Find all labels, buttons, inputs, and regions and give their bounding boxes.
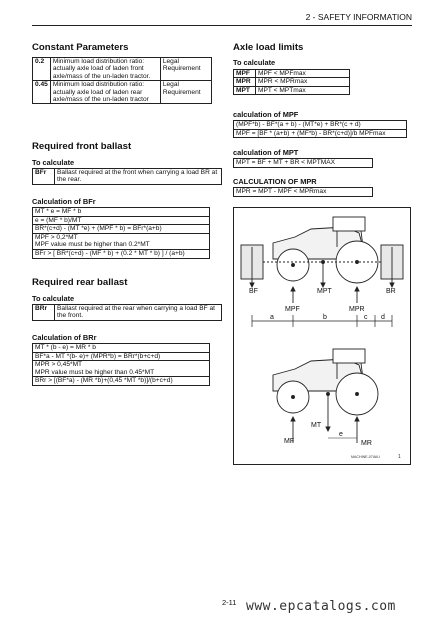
mpf-calc-label: calculation of MPF bbox=[233, 110, 299, 119]
formula-line: BFr > [ BR*(c+d) - (MF * b) + (0.2 * MT * b) ] / (a+b) bbox=[35, 249, 185, 257]
brr-desc: Ballast required at the rear when carrying a load BF at the front. bbox=[55, 305, 222, 321]
axle-load-heading: Axle load limits bbox=[233, 42, 304, 53]
mr-label: MR bbox=[361, 440, 372, 447]
mpr-label: MPR bbox=[349, 306, 365, 313]
dim-b-label: b bbox=[323, 314, 327, 321]
e-label: e bbox=[339, 431, 343, 438]
page-number: 2-11 bbox=[222, 598, 237, 607]
table-row bbox=[33, 81, 212, 104]
bfr-formula-box bbox=[32, 207, 210, 259]
limit-key: MPT bbox=[234, 86, 256, 94]
constant-parameters-table bbox=[32, 57, 212, 104]
front-ballast-heading: Required front ballast bbox=[32, 141, 132, 152]
formula-line: MPR > 0,45*MT bbox=[35, 361, 83, 369]
formula-line: BRr > [(BF*a) - (MR *b)+(0,45 *MT *b)]/(b+c+d) bbox=[35, 377, 173, 385]
brr-key: BRr bbox=[33, 305, 55, 321]
watermark-link[interactable]: www.epcatalogs.com bbox=[246, 599, 396, 614]
brr-calc-label: Calculation of BRr bbox=[32, 333, 97, 342]
formula-line: MPR value must be higher than 0.45*MT bbox=[33, 369, 209, 378]
brr-formula-box bbox=[32, 343, 210, 386]
center-of-mass bbox=[327, 393, 330, 396]
figure-number: 1 bbox=[398, 454, 401, 460]
formula-line: MT * (b - e) = MR * b bbox=[33, 344, 209, 353]
rear-ballast-definition bbox=[32, 304, 222, 321]
constant-parameters-heading: Constant Parameters bbox=[32, 42, 129, 53]
table-row bbox=[33, 305, 222, 321]
formula-line: MPF value must be higher than 0.2*MT bbox=[33, 241, 209, 250]
formula-line: MT * e = MF * b bbox=[33, 208, 209, 217]
bfr-calc-label: Calculation of BFr bbox=[32, 197, 96, 206]
dim-d-label: d bbox=[381, 314, 385, 321]
mpf-label: MPF bbox=[285, 306, 300, 313]
param-note: Legal Requirement bbox=[160, 81, 211, 104]
formula-line: MPT = BF + MT + BR < MPTMAX bbox=[236, 159, 336, 166]
section-title: 2 - SAFETY INFORMATION bbox=[305, 12, 412, 22]
bf-label: BF bbox=[249, 288, 258, 295]
mpr-formula-box bbox=[233, 187, 373, 197]
formula-line: BR*(c+d) - (MT *e) + (MPF * b) = BFr*(a+b) bbox=[33, 225, 209, 234]
br-label: BR bbox=[386, 288, 396, 295]
table-row bbox=[33, 169, 222, 185]
formula-line: BF*a - MT *(b- e)+ (MPR*b) = BRr*(b+c+d) bbox=[33, 353, 209, 362]
front-ballast-definition bbox=[32, 168, 222, 185]
front-to-calculate-label: To calculate bbox=[32, 158, 75, 167]
tractor-bottom-illustration bbox=[273, 349, 378, 415]
param-key: 0.2 bbox=[33, 58, 51, 81]
rear-to-calculate-label: To calculate bbox=[32, 294, 75, 303]
rear-ballast-heading: Required rear ballast bbox=[32, 277, 128, 288]
param-key: 0.45 bbox=[33, 81, 51, 104]
mpt-formula-box bbox=[233, 158, 373, 168]
dim-a-label: a bbox=[270, 314, 274, 321]
table-row bbox=[234, 70, 350, 78]
cab-roof bbox=[333, 349, 365, 363]
limit-key: MPR bbox=[234, 78, 256, 86]
param-desc: Minimum load distribution ratio: actually axle load of laden rear axle/mass of the un-laden tractor bbox=[50, 81, 160, 104]
param-note: Legal Requirement bbox=[160, 58, 211, 81]
bfr-desc: Ballast required at the front when carrying a load BR at the rear. bbox=[55, 169, 222, 185]
param-desc: Minimum load distribution ratio: actually axle load of laden front axle/mass of the un-laden tractor. bbox=[50, 58, 160, 81]
limit-expr: MPR < MPRmax bbox=[256, 78, 350, 86]
tractor-diagram bbox=[233, 207, 411, 465]
table-row bbox=[234, 86, 350, 94]
formula-line: e = (MF * b)/MT bbox=[33, 217, 209, 226]
axle-limits-table bbox=[233, 69, 350, 95]
formula-line: MPF = [BF * (a+b) + (MF*b) - BR*(c+d)]/b MPFmax bbox=[236, 129, 386, 137]
cab-roof bbox=[333, 217, 365, 231]
limit-expr: MPF < MPFmax bbox=[256, 70, 350, 78]
mpt-label: MPT bbox=[317, 288, 332, 295]
figure-reference: MACHINE-07IAILI bbox=[351, 455, 381, 459]
page-header bbox=[32, 12, 412, 26]
formula-line: MPF > 0,2*MT bbox=[35, 233, 78, 241]
table-row bbox=[33, 58, 212, 81]
bfr-key: BFr bbox=[33, 169, 55, 185]
mf-label: MF bbox=[284, 438, 295, 445]
mpr-calc-label: CALCULATION OF MPR bbox=[233, 177, 317, 186]
axle-to-calculate-label: To calculate bbox=[233, 58, 276, 67]
dim-c-label: c bbox=[364, 314, 368, 321]
mpt-calc-label: calculation of MPT bbox=[233, 148, 299, 157]
limit-key: MPF bbox=[234, 70, 256, 78]
mt-label: MT bbox=[311, 422, 322, 429]
formula-line: MPR = MPT - MPF < MPRmax bbox=[236, 188, 327, 195]
table-row bbox=[234, 78, 350, 86]
mpf-formula-box bbox=[233, 120, 407, 138]
limit-expr: MPT < MPTmax bbox=[256, 86, 350, 94]
formula-line: (MPF*b) - BF*(a + b) - (MT*e) + BR*(c + d) bbox=[234, 121, 406, 130]
tractor-top-illustration bbox=[241, 217, 403, 283]
